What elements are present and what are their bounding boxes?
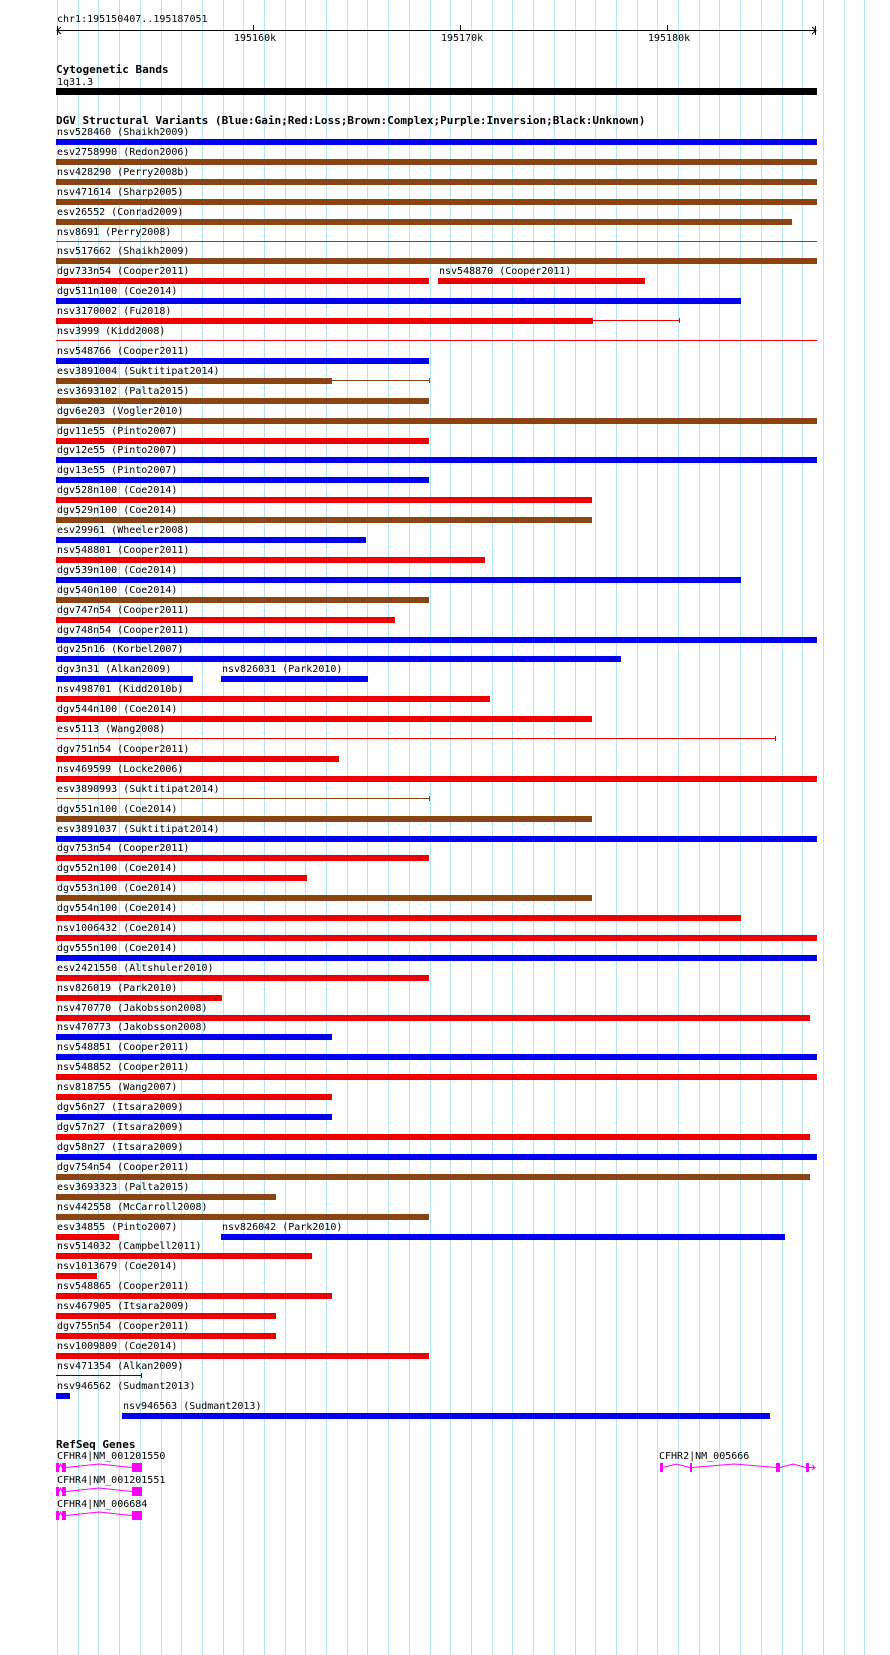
variant-bar[interactable] bbox=[56, 1154, 817, 1160]
variant-bar[interactable] bbox=[56, 1293, 332, 1299]
variant-label: dgv58n27 (Itsara2009) bbox=[57, 1142, 184, 1153]
variant-label: nsv3999 (Kidd2008) bbox=[57, 326, 166, 337]
variant-label: nsv826031 (Park2010) bbox=[222, 664, 343, 675]
variant-bar[interactable] bbox=[56, 497, 592, 503]
grid-line bbox=[450, 0, 451, 1655]
gene-exon[interactable] bbox=[806, 1463, 809, 1472]
variant-bar[interactable] bbox=[56, 1393, 70, 1399]
variant-bar[interactable] bbox=[56, 716, 592, 722]
grid-line bbox=[802, 0, 803, 1655]
variant-label: nsv471354 (Alkan2009) bbox=[57, 1361, 184, 1372]
variant-label: nsv946562 (Sudmant2013) bbox=[57, 1381, 196, 1392]
grid-line bbox=[782, 0, 783, 1655]
grid-line bbox=[367, 0, 368, 1655]
ruler-tick-label: 195180k bbox=[648, 33, 691, 44]
variant-label: dgv528n100 (Coe2014) bbox=[57, 485, 178, 496]
variant-bar[interactable] bbox=[56, 895, 592, 901]
variant-bar[interactable] bbox=[56, 875, 307, 881]
variant-label: dgv754n54 (Cooper2011) bbox=[57, 1162, 190, 1173]
variant-end-cap bbox=[679, 318, 680, 323]
gene-label: CFHR4|NM_001201551 bbox=[57, 1475, 166, 1486]
variant-label: nsv1013679 (Coe2014) bbox=[57, 1261, 178, 1272]
variant-label: dgv57n27 (Itsara2009) bbox=[57, 1122, 184, 1133]
ruler-tick-label: 195160k bbox=[234, 33, 277, 44]
variant-label: esv3891037 (Suktitipat2014) bbox=[57, 824, 220, 835]
variant-bar[interactable] bbox=[56, 199, 817, 205]
variant-bar[interactable] bbox=[56, 1134, 810, 1140]
grid-line bbox=[844, 0, 845, 1655]
variant-bar[interactable] bbox=[56, 1074, 817, 1080]
variant-label: esv2421550 (Altshuler2010) bbox=[57, 963, 214, 974]
variant-bar[interactable] bbox=[56, 318, 593, 324]
variant-label: dgv56n27 (Itsara2009) bbox=[57, 1102, 184, 1113]
variant-bar[interactable] bbox=[56, 696, 490, 702]
variant-label: nsv471614 (Sharp2005) bbox=[57, 187, 184, 198]
variant-label: nsv548852 (Cooper2011) bbox=[57, 1062, 190, 1073]
variant-bar[interactable] bbox=[56, 278, 429, 284]
variant-bar[interactable] bbox=[56, 1214, 429, 1220]
variant-bar[interactable] bbox=[56, 676, 193, 682]
variant-bar[interactable] bbox=[56, 656, 621, 662]
gene-exon[interactable] bbox=[56, 1511, 59, 1520]
variant-label: nsv1009809 (Coe2014) bbox=[57, 1341, 178, 1352]
grid-line bbox=[699, 0, 700, 1655]
variant-end-cap bbox=[775, 736, 776, 741]
variant-label: dgv552n100 (Coe2014) bbox=[57, 863, 178, 874]
variant-bar[interactable] bbox=[56, 537, 366, 543]
variant-label: nsv517662 (Shaikh2009) bbox=[57, 246, 190, 257]
gene-intron-lines bbox=[0, 1463, 890, 1483]
variant-label: dgv544n100 (Coe2014) bbox=[57, 704, 178, 715]
grid-line bbox=[823, 0, 824, 1655]
grid-line bbox=[409, 0, 410, 1655]
variant-line[interactable] bbox=[56, 798, 429, 799]
grid-line bbox=[347, 0, 348, 1655]
variant-label: dgv555n100 (Coe2014) bbox=[57, 943, 178, 954]
variant-label: nsv428290 (Perry2008b) bbox=[57, 167, 190, 178]
variant-bar[interactable] bbox=[56, 1094, 332, 1100]
variant-bar[interactable] bbox=[56, 637, 817, 643]
grid-line bbox=[678, 0, 679, 1655]
grid-line bbox=[657, 0, 658, 1655]
variant-label: nsv1006432 (Coe2014) bbox=[57, 923, 178, 934]
variant-line[interactable] bbox=[56, 340, 817, 341]
variant-bar[interactable] bbox=[56, 557, 485, 563]
variant-label: dgv553n100 (Coe2014) bbox=[57, 883, 178, 894]
variant-bar[interactable] bbox=[56, 219, 792, 225]
variant-label: esv26552 (Conrad2009) bbox=[57, 207, 184, 218]
gene-label: CFHR4|NM_001201550 bbox=[57, 1451, 166, 1462]
variant-label: esv3693323 (Palta2015) bbox=[57, 1182, 190, 1193]
variant-bar[interactable] bbox=[56, 1333, 276, 1339]
variant-bar[interactable] bbox=[56, 756, 339, 762]
variant-bar[interactable] bbox=[221, 1234, 785, 1240]
variant-bar[interactable] bbox=[56, 258, 817, 264]
gene-exon[interactable] bbox=[132, 1511, 142, 1520]
variant-bar[interactable] bbox=[56, 378, 332, 384]
gene-exon[interactable] bbox=[62, 1487, 66, 1496]
variant-bar[interactable] bbox=[56, 1353, 429, 1359]
variant-label: nsv548851 (Cooper2011) bbox=[57, 1042, 190, 1053]
variant-bar[interactable] bbox=[56, 975, 429, 981]
variant-line[interactable] bbox=[56, 1375, 141, 1376]
variant-bar[interactable] bbox=[56, 1253, 312, 1259]
variant-label: nsv548870 (Cooper2011) bbox=[439, 266, 572, 277]
grid-line bbox=[637, 0, 638, 1655]
variant-bar[interactable] bbox=[56, 776, 817, 782]
variant-label: nsv818755 (Wang2007) bbox=[57, 1082, 178, 1093]
variant-label: nsv946563 (Sudmant2013) bbox=[123, 1401, 262, 1412]
variant-label: esv5113 (Wang2008) bbox=[57, 724, 166, 735]
variant-label: dgv511n100 (Coe2014) bbox=[57, 286, 178, 297]
grid-line bbox=[285, 0, 286, 1655]
variant-label: dgv733n54 (Cooper2011) bbox=[57, 266, 190, 277]
variant-bar[interactable] bbox=[56, 457, 817, 463]
grid-line bbox=[719, 0, 720, 1655]
variant-label: dgv751n54 (Cooper2011) bbox=[57, 744, 190, 755]
variant-bar[interactable] bbox=[56, 1034, 332, 1040]
grid-line bbox=[595, 0, 596, 1655]
variant-bar[interactable] bbox=[56, 995, 222, 1001]
variant-label: dgv12e55 (Pinto2007) bbox=[57, 445, 178, 456]
refseq-track-title: RefSeq Genes bbox=[56, 1438, 136, 1451]
gene-label: CFHR4|NM_006684 bbox=[57, 1499, 148, 1510]
grid-line bbox=[305, 0, 306, 1655]
variant-label: dgv551n100 (Coe2014) bbox=[57, 804, 178, 815]
variant-label: dgv13e55 (Pinto2007) bbox=[57, 465, 178, 476]
grid-line bbox=[616, 0, 617, 1655]
variant-tail-line bbox=[332, 380, 429, 381]
cytoband-track-title: Cytogenetic Bands bbox=[56, 63, 169, 76]
variant-bar[interactable] bbox=[56, 617, 395, 623]
variant-label: nsv528460 (Shaikh2009) bbox=[57, 127, 190, 138]
variant-label: esv34855 (Pinto2007) bbox=[57, 1222, 178, 1233]
gene-exon[interactable] bbox=[132, 1487, 142, 1496]
variant-line[interactable] bbox=[56, 738, 775, 739]
grid-line bbox=[554, 0, 555, 1655]
gene-exon[interactable] bbox=[690, 1463, 692, 1472]
variant-label: dgv747n54 (Cooper2011) bbox=[57, 605, 190, 616]
variant-bar[interactable] bbox=[221, 676, 368, 682]
dgv-track-title: DGV Structural Variants (Blue:Gain;Red:Loss;Brown:Complex;Purple:Inversion;Black:Unknown) bbox=[56, 114, 646, 127]
variant-label: nsv469599 (Locke2006) bbox=[57, 764, 184, 775]
variant-label: nsv470770 (Jakobsson2008) bbox=[57, 1003, 208, 1014]
variant-label: nsv826019 (Park2010) bbox=[57, 983, 178, 994]
variant-label: nsv470773 (Jakobsson2008) bbox=[57, 1022, 208, 1033]
variant-tail-line bbox=[593, 320, 679, 321]
gene-label: CFHR2|NM_005666 bbox=[659, 1451, 750, 1462]
variant-label: nsv548865 (Cooper2011) bbox=[57, 1281, 190, 1292]
ruler bbox=[0, 0, 890, 60]
variant-label: nsv514032 (Campbell2011) bbox=[57, 1241, 202, 1252]
variant-label: nsv467905 (Itsara2009) bbox=[57, 1301, 190, 1312]
variant-label: esv2758990 (Redon2006) bbox=[57, 147, 190, 158]
variant-label: dgv540n100 (Coe2014) bbox=[57, 585, 178, 596]
variant-label: esv3890993 (Suktitipat2014) bbox=[57, 784, 220, 795]
grid-line bbox=[761, 0, 762, 1655]
variant-bar[interactable] bbox=[56, 1194, 276, 1200]
variant-bar[interactable] bbox=[56, 915, 741, 921]
grid-line bbox=[512, 0, 513, 1655]
grid-line bbox=[388, 0, 389, 1655]
gene-exon[interactable] bbox=[660, 1463, 663, 1472]
grid-line bbox=[264, 0, 265, 1655]
variant-bar[interactable] bbox=[56, 418, 817, 424]
variant-label: dgv3n31 (Alkan2009) bbox=[57, 664, 172, 675]
variant-bar[interactable] bbox=[56, 298, 741, 304]
variant-bar[interactable] bbox=[56, 517, 592, 523]
variant-label: dgv554n100 (Coe2014) bbox=[57, 903, 178, 914]
variant-label: dgv6e203 (Vogler2010) bbox=[57, 406, 184, 417]
grid-line bbox=[326, 0, 327, 1655]
variant-bar[interactable] bbox=[56, 1114, 332, 1120]
variant-bar[interactable] bbox=[56, 139, 817, 145]
variant-bar[interactable] bbox=[56, 159, 817, 165]
cytoband-label: 1q31.3 bbox=[57, 77, 94, 88]
variant-bar[interactable] bbox=[438, 278, 645, 284]
variant-bar[interactable] bbox=[56, 935, 817, 941]
variant-bar[interactable] bbox=[56, 1273, 97, 1279]
variant-bar[interactable] bbox=[56, 358, 429, 364]
variant-label: dgv25n16 (Korbel2007) bbox=[57, 644, 184, 655]
variant-label: nsv442558 (McCarroll2008) bbox=[57, 1202, 208, 1213]
cytoband-bar[interactable] bbox=[56, 88, 817, 95]
variant-label: dgv755n54 (Cooper2011) bbox=[57, 1321, 190, 1332]
ruler-tick-label: 195170k bbox=[441, 33, 484, 44]
variant-label: dgv529n100 (Coe2014) bbox=[57, 505, 178, 516]
grid-line bbox=[492, 0, 493, 1655]
variant-bar[interactable] bbox=[56, 577, 741, 583]
gene-exon[interactable] bbox=[776, 1463, 780, 1472]
variant-bar[interactable] bbox=[56, 597, 429, 603]
variant-bar[interactable] bbox=[56, 438, 429, 444]
variant-label: nsv8691 (Perry2008) bbox=[57, 227, 172, 238]
variant-label: dgv11e55 (Pinto2007) bbox=[57, 426, 178, 437]
variant-label: dgv753n54 (Cooper2011) bbox=[57, 843, 190, 854]
gene-exon[interactable] bbox=[62, 1511, 66, 1520]
variant-bar[interactable] bbox=[56, 1054, 817, 1060]
variant-label: esv29961 (Wheeler2008) bbox=[57, 525, 190, 536]
variant-label: nsv548766 (Cooper2011) bbox=[57, 346, 190, 357]
ruler-range-label: chr1:195150407..195187051 bbox=[57, 14, 208, 25]
variant-label: esv3891004 (Suktitipat2014) bbox=[57, 366, 220, 377]
variant-bar[interactable] bbox=[122, 1413, 770, 1419]
grid-line bbox=[430, 0, 431, 1655]
variant-bar[interactable] bbox=[56, 179, 817, 185]
grid-line bbox=[864, 0, 865, 1655]
variant-label: nsv3170002 (Fu2018) bbox=[57, 306, 172, 317]
grid-line bbox=[740, 0, 741, 1655]
variant-line[interactable] bbox=[56, 241, 817, 242]
variant-label: nsv498701 (Kidd2010b) bbox=[57, 684, 184, 695]
grid-line bbox=[575, 0, 576, 1655]
grid-line bbox=[533, 0, 534, 1655]
variant-bar[interactable] bbox=[56, 1174, 810, 1180]
variant-bar[interactable] bbox=[56, 836, 817, 842]
variant-end-cap bbox=[141, 1373, 142, 1378]
variant-end-cap bbox=[429, 378, 430, 383]
variant-end-cap bbox=[429, 796, 430, 801]
variant-label: nsv826042 (Park2010) bbox=[222, 1222, 343, 1233]
grid-line bbox=[471, 0, 472, 1655]
ruler-axis bbox=[0, 0, 890, 60]
variant-bar[interactable] bbox=[56, 816, 592, 822]
variant-bar[interactable] bbox=[56, 1313, 276, 1319]
variant-bar[interactable] bbox=[56, 1015, 810, 1021]
variant-bar[interactable] bbox=[56, 1234, 119, 1240]
gene-exon[interactable] bbox=[56, 1487, 59, 1496]
variant-bar[interactable] bbox=[56, 955, 817, 961]
variant-label: esv3693102 (Palta2015) bbox=[57, 386, 190, 397]
variant-bar[interactable] bbox=[56, 855, 429, 861]
variant-label: nsv548801 (Cooper2011) bbox=[57, 545, 190, 556]
variant-bar[interactable] bbox=[56, 398, 429, 404]
variant-bar[interactable] bbox=[56, 477, 429, 483]
variant-label: dgv539n100 (Coe2014) bbox=[57, 565, 178, 576]
variant-label: dgv748n54 (Cooper2011) bbox=[57, 625, 190, 636]
